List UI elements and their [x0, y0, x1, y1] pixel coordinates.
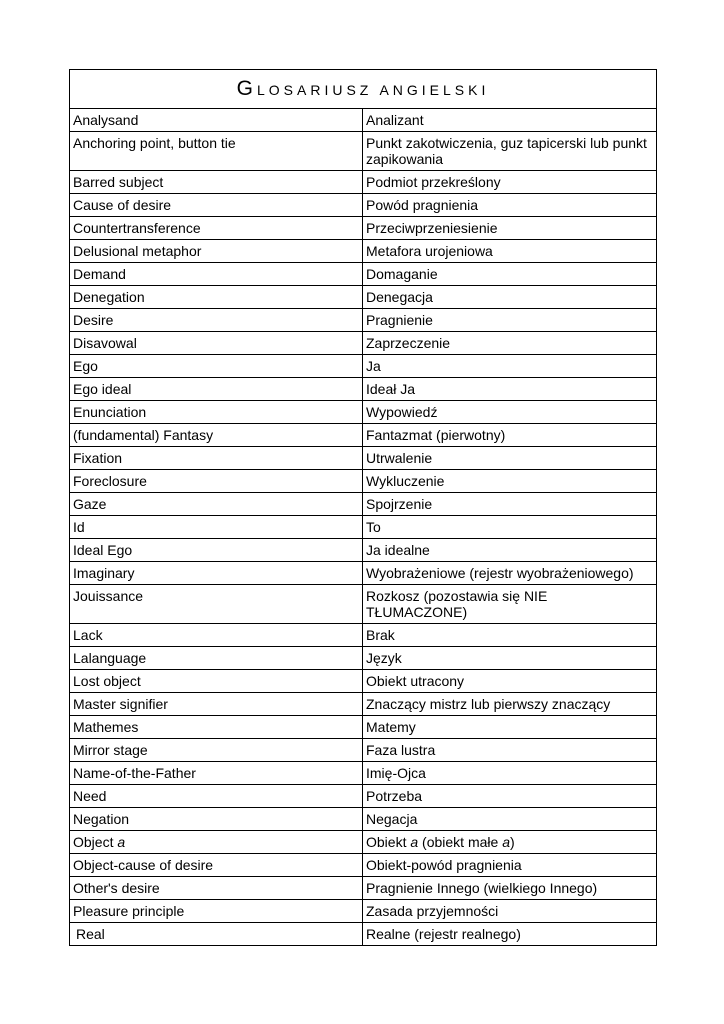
english-term: Foreclosure: [70, 470, 363, 493]
english-term: Disavowal: [70, 332, 363, 355]
polish-term: Domaganie: [363, 263, 657, 286]
polish-term: Język: [363, 647, 657, 670]
polish-term: Brak: [363, 624, 657, 647]
polish-term: Pragnienie: [363, 309, 657, 332]
table-row: [70, 854, 657, 877]
table-row: [70, 447, 657, 470]
english-term: Cause of desire: [70, 194, 363, 217]
table-row: [70, 378, 657, 401]
table-row: [70, 585, 657, 624]
english-term: Ideal Ego: [70, 539, 363, 562]
english-term: Mirror stage: [70, 739, 363, 762]
table-row: [70, 132, 657, 171]
english-term: Lack: [70, 624, 363, 647]
polish-term: Denegacja: [363, 286, 657, 309]
polish-term: Fantazmat (pierwotny): [363, 424, 657, 447]
polish-term: Obiekt a (obiekt małe a): [363, 831, 657, 854]
table-row: [70, 286, 657, 309]
english-term: Fixation: [70, 447, 363, 470]
polish-term: Powód pragnienia: [363, 194, 657, 217]
table-row: [70, 624, 657, 647]
glossary-title-cell: [70, 70, 657, 109]
polish-term: Obiekt utracony: [363, 670, 657, 693]
english-term: Barred subject: [70, 171, 363, 194]
english-term: Delusional metaphor: [70, 240, 363, 263]
english-term: Lalanguage: [70, 647, 363, 670]
table-row: [70, 716, 657, 739]
table-row: [70, 785, 657, 808]
table-row: [70, 470, 657, 493]
english-term: Object a: [70, 831, 363, 854]
polish-term: Imię-Ojca: [363, 762, 657, 785]
polish-term: Spojrzenie: [363, 493, 657, 516]
polish-term: Punkt zakotwiczenia, guz tapicerski lub punkt zapikowania: [363, 132, 657, 171]
table-row: [70, 516, 657, 539]
english-term: Object-cause of desire: [70, 854, 363, 877]
polish-term: Obiekt-powód pragnienia: [363, 854, 657, 877]
table-row: [70, 739, 657, 762]
polish-term: Metafora urojeniowa: [363, 240, 657, 263]
polish-term: Realne (rejestr realnego): [363, 923, 657, 946]
english-term: Id: [70, 516, 363, 539]
table-row: [70, 332, 657, 355]
polish-term: Wyobrażeniowe (rejestr wyobrażeniowego): [363, 562, 657, 585]
glossary-body: [70, 109, 657, 946]
polish-term: Negacja: [363, 808, 657, 831]
glossary-title: GLOSARIUSZ ANGIELSKI: [236, 76, 490, 100]
polish-term: Matemy: [363, 716, 657, 739]
polish-term: Ja: [363, 355, 657, 378]
polish-term: Ideał Ja: [363, 378, 657, 401]
table-row: [70, 693, 657, 716]
english-term: Imaginary: [70, 562, 363, 585]
english-term: Ego ideal: [70, 378, 363, 401]
table-row: [70, 194, 657, 217]
english-term: Enunciation: [70, 401, 363, 424]
english-term: Lost object: [70, 670, 363, 693]
english-term: Anchoring point, button tie: [70, 132, 363, 171]
english-term: Demand: [70, 263, 363, 286]
polish-term: Wykluczenie: [363, 470, 657, 493]
english-term: Name-of-the-Father: [70, 762, 363, 785]
polish-term: Zaprzeczenie: [363, 332, 657, 355]
english-term: Jouissance: [70, 585, 363, 624]
polish-term: Zasada przyjemności: [363, 900, 657, 923]
polish-term: Podmiot przekreślony: [363, 171, 657, 194]
table-row: [70, 670, 657, 693]
table-row: [70, 217, 657, 240]
table-row: [70, 240, 657, 263]
english-term: Master signifier: [70, 693, 363, 716]
english-term: (fundamental) Fantasy: [70, 424, 363, 447]
polish-term: Utrwalenie: [363, 447, 657, 470]
english-term: Need: [70, 785, 363, 808]
polish-term: Wypowiedź: [363, 401, 657, 424]
table-row: [70, 493, 657, 516]
polish-term: To: [363, 516, 657, 539]
english-term: Analysand: [70, 109, 363, 132]
glossary-table: [69, 69, 657, 946]
table-row: [70, 424, 657, 447]
table-row: [70, 355, 657, 378]
polish-term: Pragnienie Innego (wielkiego Innego): [363, 877, 657, 900]
english-term: Other's desire: [70, 877, 363, 900]
polish-term: Faza lustra: [363, 739, 657, 762]
table-row: [70, 401, 657, 424]
polish-term: Rozkosz (pozostawia się NIE TŁUMACZONE): [363, 585, 657, 624]
english-term: Negation: [70, 808, 363, 831]
table-row: [70, 309, 657, 332]
table-row: [70, 900, 657, 923]
table-row: [70, 263, 657, 286]
english-term: Countertransference: [70, 217, 363, 240]
table-row: [70, 109, 657, 132]
polish-term: Ja idealne: [363, 539, 657, 562]
table-row: [70, 831, 657, 854]
table-row: [70, 923, 657, 946]
table-row: [70, 539, 657, 562]
english-term: Pleasure principle: [70, 900, 363, 923]
polish-term: Potrzeba: [363, 785, 657, 808]
english-term: Ego: [70, 355, 363, 378]
english-term: Gaze: [70, 493, 363, 516]
polish-term: Znaczący mistrz lub pierwszy znaczący: [363, 693, 657, 716]
table-row: [70, 877, 657, 900]
english-term: Desire: [70, 309, 363, 332]
table-row: [70, 647, 657, 670]
table-row: [70, 171, 657, 194]
table-row: [70, 808, 657, 831]
english-term: Mathemes: [70, 716, 363, 739]
polish-term: Przeciwprzeniesienie: [363, 217, 657, 240]
english-term: Denegation: [70, 286, 363, 309]
table-row: [70, 762, 657, 785]
polish-term: Analizant: [363, 109, 657, 132]
english-term: Real: [70, 923, 363, 946]
table-row: [70, 562, 657, 585]
